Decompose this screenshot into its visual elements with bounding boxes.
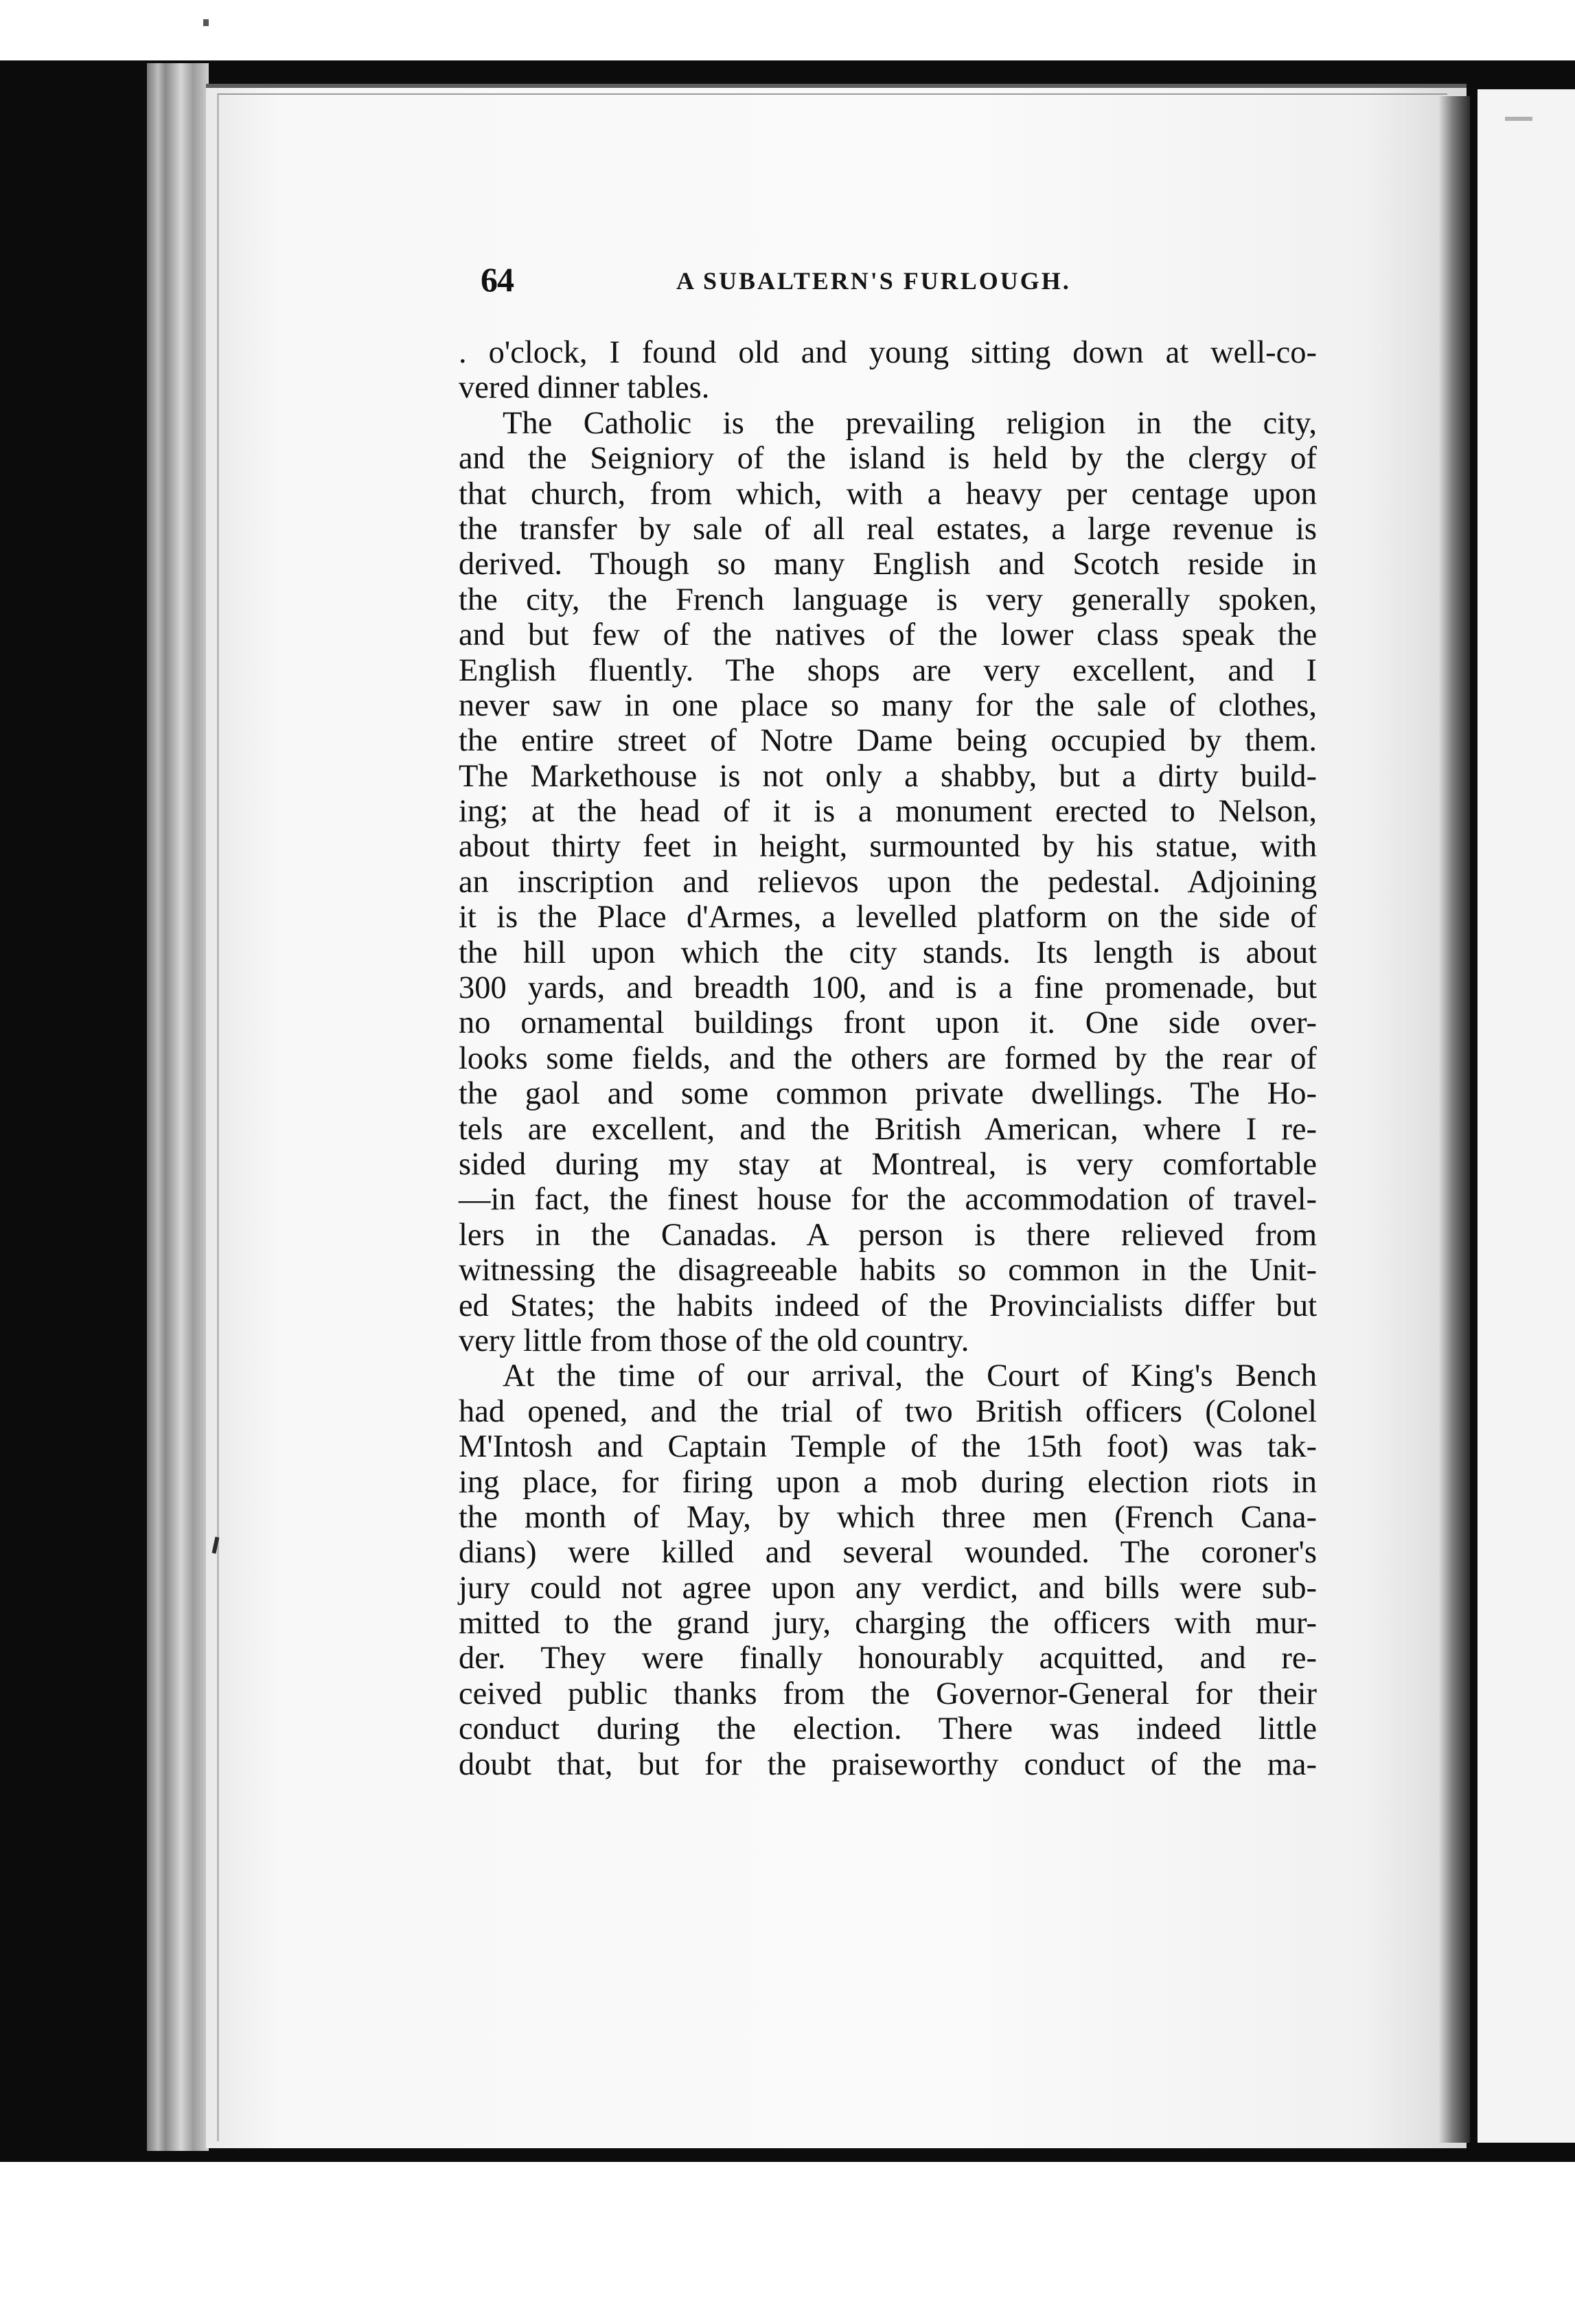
book-spine-edge [147,63,209,2151]
text-line: vered dinner tables. [459,370,710,406]
text-line: the city, the French language is very generally spoken, [459,582,1317,617]
facing-page-edge [1478,89,1575,2143]
text-line: ceived public thanks from the Governor-General for their [459,1676,1317,1711]
text-line: the month of May, by which three men (French Cana- [459,1499,1317,1535]
text-line: the hill upon which the city stands. Its length is about [459,935,1317,970]
text-line: and the Seigniory of the island is held by the clergy of [459,441,1317,477]
text-line: the entire street of Notre Dame being occupied by them. [459,723,1317,759]
text-line: witnessing the disagreeable habits so common in the Unit- [459,1253,1317,1288]
text-line: 300 yards, and breadth 100, and is a fine promenade, but [459,970,1317,1006]
text-line: lers in the Canadas. A person is there relieved from [459,1217,1317,1253]
page-header [481,260,1318,315]
text-line: an inscription and relievos upon the pedestal. Adjoining [459,864,1317,900]
text-line: mitted to the grand jury, charging the officers with mur- [459,1606,1317,1641]
text-line: —in fact, the finest house for the accommodation of travel- [459,1182,1317,1218]
text-line: The Catholic is the prevailing religion in the city, [503,405,1317,441]
text-line: The Markethouse is not only a shabby, but a dirty build- [459,758,1317,794]
text-line: the transfer by sale of all real estates, a large revenue is [459,511,1317,547]
text-line: jury could not agree upon any verdict, and bills were sub- [459,1570,1317,1606]
text-line: . o'clock, I found old and young sitting down at well-co- [459,335,1317,370]
body-text [459,335,1317,1782]
text-line: English fluently. The shops are very excellent, and I [459,652,1317,688]
text-line: about thirty feet in height, surmounted by his statue, with [459,829,1317,865]
text-line: looks some fields, and the others are formed by the rear of [459,1040,1317,1076]
text-line: ing; at the head of it is a monument erected to Nelson, [459,794,1317,830]
text-line: no ornamental buildings front upon it. One side over- [459,1005,1317,1041]
text-line: never saw in one place so many for the sale of clothes, [459,687,1317,723]
text-line: that church, from which, with a heavy per centage upon [459,476,1317,512]
text-line: and but few of the natives of the lower class speak the [459,617,1317,653]
text-line: M'Intosh and Captain Temple of the 15th foot) was tak- [459,1429,1317,1465]
page-gutter-shadow [1438,96,1470,2143]
text-line: had opened, and the trial of two British officers (Colonel [459,1393,1317,1429]
text-line: the gaol and some common private dwellings. The Ho- [459,1076,1317,1112]
text-line: sided during my stay at Montreal, is very comfortable [459,1146,1317,1182]
scan-speck [203,19,209,26]
text-line: tels are excellent, and the British American, where I re- [459,1111,1317,1147]
text-line: doubt that, but for the praiseworthy conduct of the ma- [459,1746,1317,1782]
text-line: ed States; the habits indeed of the Provincialists differ but [459,1288,1317,1323]
text-line: very little from those of the old country. [459,1323,969,1358]
text-line: derived. Though so many English and Scotch reside in [459,547,1317,582]
text-line: conduct during the election. There was indeed little [459,1711,1317,1747]
text-line: At the time of our arrival, the Court of King's Bench [503,1358,1317,1394]
running-title: A SUBALTERN'S FURLOUGH. [676,267,1071,295]
text-line: it is the Place d'Armes, a levelled platform on the side of [459,900,1317,935]
text-line: der. They were finally honourably acquitted, and re- [459,1641,1317,1676]
page-number: 64 [481,260,514,299]
text-line: dians) were killed and several wounded. The coroner's [459,1535,1317,1571]
facing-page-mark [1505,117,1532,121]
text-line: ing place, for firing upon a mob during election riots in [459,1464,1317,1500]
